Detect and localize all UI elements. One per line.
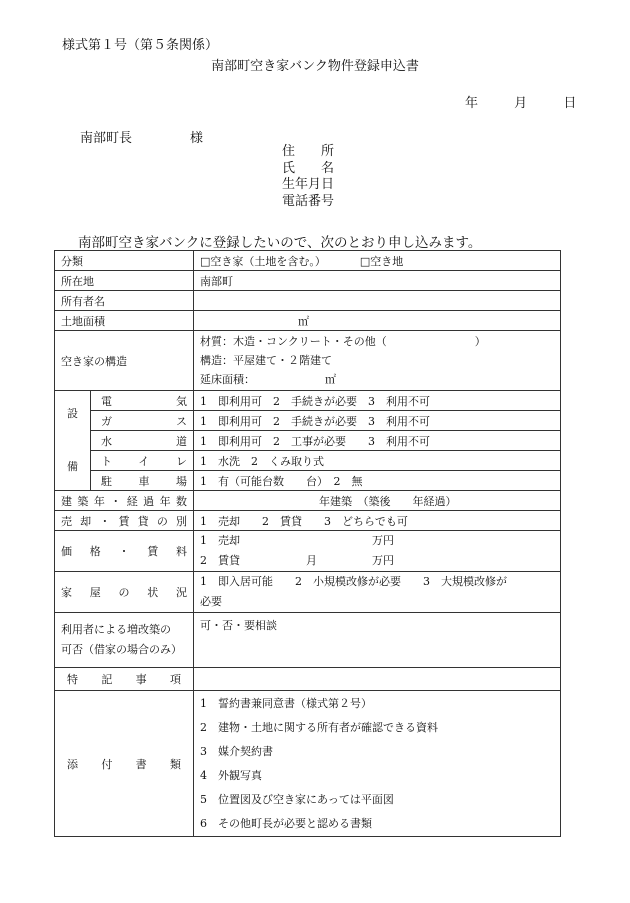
facility-gas-value: 1 即利用可 2 手続きが必要 3 利用不可 [194, 411, 561, 431]
row-facility-electricity [55, 391, 561, 411]
land-area-value[interactable] [194, 311, 561, 331]
facility-parking-label: 駐車場 [91, 471, 194, 491]
sale-type-label: 売却・賃貸の別 [55, 511, 194, 531]
addressee-name: 南部町長 [80, 131, 133, 146]
renovation-value: 可・否・要相談 [194, 613, 561, 668]
category-option-house[interactable]: □空き家（土地を含む。） [200, 254, 326, 268]
applicant-birthdate-label: 生年月日 [282, 177, 335, 192]
condition-line-2: 必要 [200, 595, 222, 608]
build-year-label: 建築年・経過年数 [55, 491, 194, 511]
floor-area-unit: ㎡ [325, 373, 336, 386]
owner-value[interactable] [194, 291, 561, 311]
price-sale: 1 売却 万円 [200, 534, 394, 547]
structure-value [194, 331, 561, 391]
condition-label: 家屋の状況 [55, 572, 194, 613]
facility-electricity-value: 1 即利用可 2 手続きが必要 3 利用不可 [194, 391, 561, 411]
row-owner [55, 291, 561, 311]
facility-gas-label: ガス [91, 411, 194, 431]
applicant-phone-label: 電話番号 [282, 193, 335, 209]
attachments-label: 添付書類 [55, 691, 194, 837]
attachment-item: 5 位置図及び空き家にあっては平面図 [200, 792, 394, 806]
facility-parking-value: 1 有（可能台数 台） 2 無 [194, 471, 561, 491]
facility-toilet-label: トイレ [91, 451, 194, 471]
row-build-year [55, 491, 561, 511]
row-remarks [55, 668, 561, 691]
date-day: 日 [563, 96, 577, 111]
attachment-item: 4 外観写真 [200, 768, 262, 782]
row-price [55, 531, 561, 572]
attachment-item: 1 誓約書兼同意書（様式第２号） [200, 696, 372, 710]
renovation-label-line-1: 利用者による増改築の [61, 623, 171, 636]
facilities-label-bottom: 備 [67, 460, 78, 473]
structure-label: 空き家の構造 [55, 331, 194, 391]
row-facility-gas [55, 411, 561, 431]
land-area-label: 土地面積 [55, 311, 194, 331]
category-option-land[interactable]: □空き地 [359, 254, 404, 268]
owner-label: 所有者名 [55, 291, 194, 311]
attachment-item: 6 その他町長が必要と認める書類 [200, 816, 372, 830]
remarks-label: 特記事項 [55, 668, 194, 691]
remarks-value[interactable] [194, 668, 561, 691]
facility-electricity-label: 電気 [91, 391, 194, 411]
date-line [465, 92, 576, 111]
addressee [80, 127, 203, 146]
facilities-label-top: 設 [67, 407, 78, 421]
row-land-area [55, 311, 561, 331]
sale-type-value: 1 売却 2 賃貸 3 どちらでも可 [194, 511, 561, 531]
row-category [55, 251, 561, 271]
structure-floors: 構造：平屋建て・２階建て [200, 354, 332, 367]
row-facility-toilet [55, 451, 561, 471]
row-facility-parking [55, 471, 561, 491]
row-renovation [55, 613, 561, 668]
land-area-unit: ㎡ [298, 314, 309, 328]
condition-value [194, 572, 561, 613]
attachments-list [194, 691, 561, 837]
attachment-item: 2 建物・土地に関する所有者が確認できる資料 [200, 720, 438, 734]
row-location [55, 271, 561, 291]
facility-water-value: 1 即利用可 2 工事が必要 3 利用不可 [194, 431, 561, 451]
location-value: 南部町 [194, 271, 561, 291]
structure-floor-area: 延床面積： ㎡ [200, 373, 336, 386]
applicant-fields [282, 144, 334, 210]
applicant-address-label: 住 所 [282, 144, 335, 159]
row-facility-water [55, 431, 561, 451]
structure-material: 材質：木造・コンクリート・その他（ ） [200, 335, 486, 348]
date-year: 年 [465, 96, 479, 111]
attachment-item: 3 媒介契約書 [200, 744, 273, 758]
category-label: 分類 [55, 251, 194, 271]
facility-water-label: 水道 [91, 431, 194, 451]
renovation-label-line-2: 可否（借家の場合のみ） [61, 643, 182, 656]
category-options [194, 251, 561, 271]
form-number: 様式第１号（第５条関係） [62, 38, 219, 53]
facilities-label [55, 391, 91, 491]
row-attachments [55, 691, 561, 837]
form-title: 南部町空き家バンク物件登録申込書 [211, 59, 419, 74]
price-value [194, 531, 561, 572]
applicant-name-label: 氏 名 [282, 160, 335, 176]
honorific: 様 [190, 131, 204, 146]
facility-toilet-value: 1 水洗 2 くみ取り式 [194, 451, 561, 471]
price-rent: 2 賃貸 月 万円 [200, 554, 394, 567]
row-structure [55, 331, 561, 391]
row-condition [55, 572, 561, 613]
registration-table [54, 250, 561, 837]
location-label: 所在地 [55, 271, 194, 291]
build-year-value: 年建築 （築後 年経過） [194, 491, 561, 511]
date-month: 月 [514, 96, 528, 111]
row-sale-type [55, 511, 561, 531]
renovation-label [55, 613, 194, 668]
price-label: 価格・賃料 [55, 531, 194, 572]
condition-line-1: 1 即入居可能 2 小規模改修が必要 3 大規模改修が [200, 575, 507, 588]
intro-text: 南部町空き家バンクに登録したいので、次のとおり申し込みます。 [78, 235, 482, 251]
